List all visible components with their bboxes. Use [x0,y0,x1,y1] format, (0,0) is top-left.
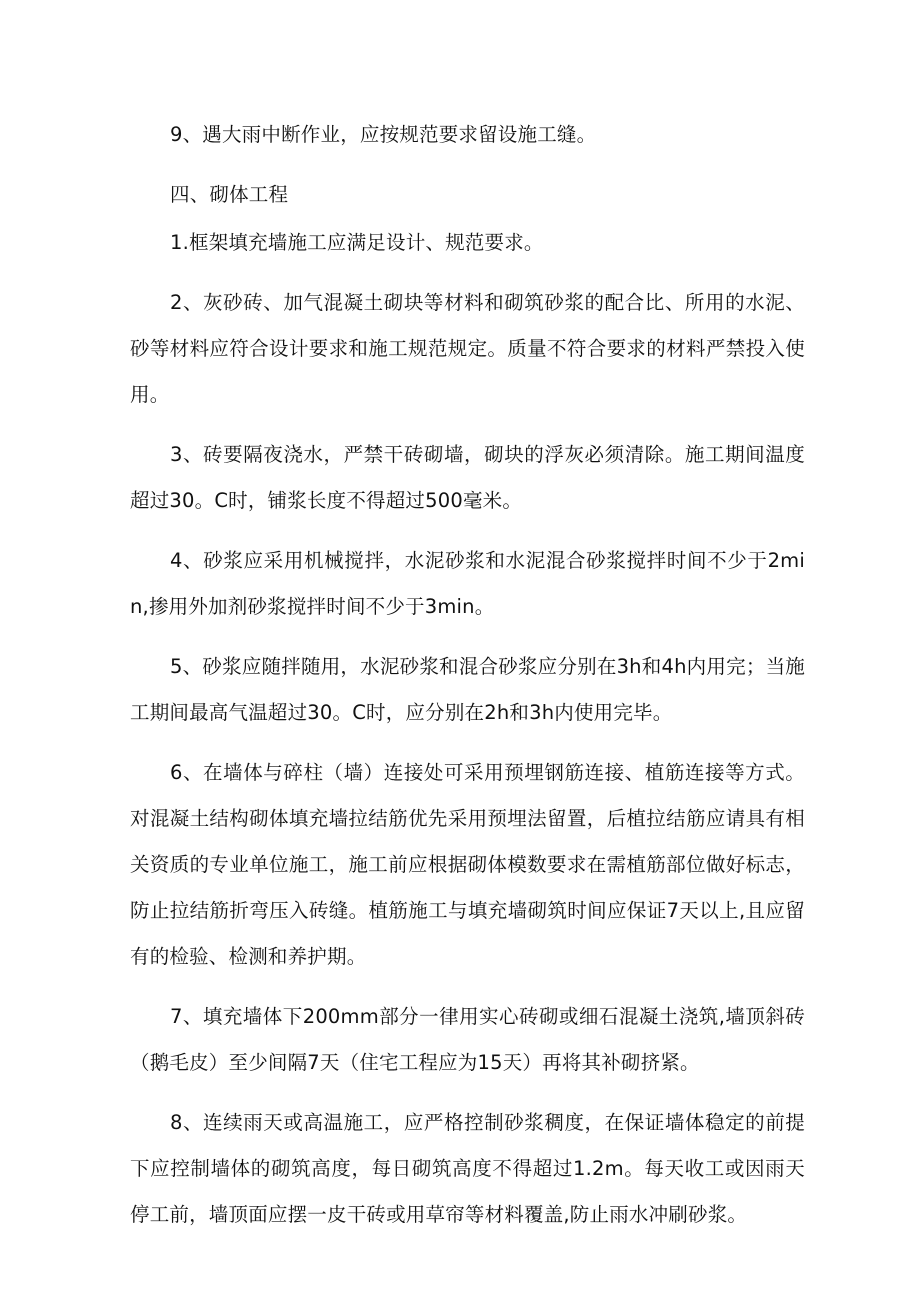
section-heading-masonry: 四、砌体工程 [170,183,289,206]
document-body [130,112,805,1252]
paragraph-item-5: 5、砂浆应随拌随用，水泥砂浆和混合砂浆应分别在3h和4h内用完；当施工期间最高气温超过30。C时，应分别在2h和3h内使用完毕。 [130,655,805,724]
paragraph-item-4: 4、砂浆应采用机械搅拌，水泥砂浆和水泥混合砂浆搅拌时间不少于2min,掺用外加剂砂浆搅拌时间不少于3min。 [130,549,805,618]
paragraph-item-9: 9、遇大雨中断作业，应按规范要求留设施工缝。 [170,123,597,146]
paragraph-item-3: 3、砖要隔夜浇水，严禁干砖砌墙，砌块的浮灰必须清除。施工期间温度超过30。C时，铺浆长度不得超过500毫米。 [130,443,805,512]
paragraph-item-8: 8、连续雨天或高温施工，应严格控制砂浆稠度，在保证墙体稳定的前提下应控制墙体的砌筑高度，每日砌筑高度不得超过1.2m。每天收工或因雨天停工前，墙顶面应摆一皮干砖或用草帘等材料覆盖,防止雨水冲刷砂浆。 [130,1111,805,1226]
paragraph-item-1: 1.框架填充墙施工应满足设计、规范要求。 [170,231,544,254]
paragraph-item-6: 6、在墙体与碎柱（墙）连接处可采用预埋钢筋连接、植筋连接等方式。对混凝土结构砌体填充墙拉结筋优先采用预埋法留置，后植拉结筋应请具有相关资质的专业单位施工，施工前应根据砌体模数要求在需植筋部位做好标志，防止拉结筋折弯压入砖缝。植筋施工与填充墙砌筑时间应保证7天以上,且应留有的检验、检测和养护期。 [130,761,805,968]
paragraph-item-7: 7、填充墙体下200mm部分一律用实心砖砌或细石混凝土浇筑,墙顶斜砖（鹅毛皮）至少间隔7天（住宅工程应为15天）再将其补砌挤紧。 [130,1005,805,1074]
paragraph-item-2: 2、灰砂砖、加气混凝土砌块等材料和砌筑砂浆的配合比、所用的水泥、砂等材料应符合设计要求和施工规范规定。质量不符合要求的材料严禁投入使用。 [130,291,805,406]
